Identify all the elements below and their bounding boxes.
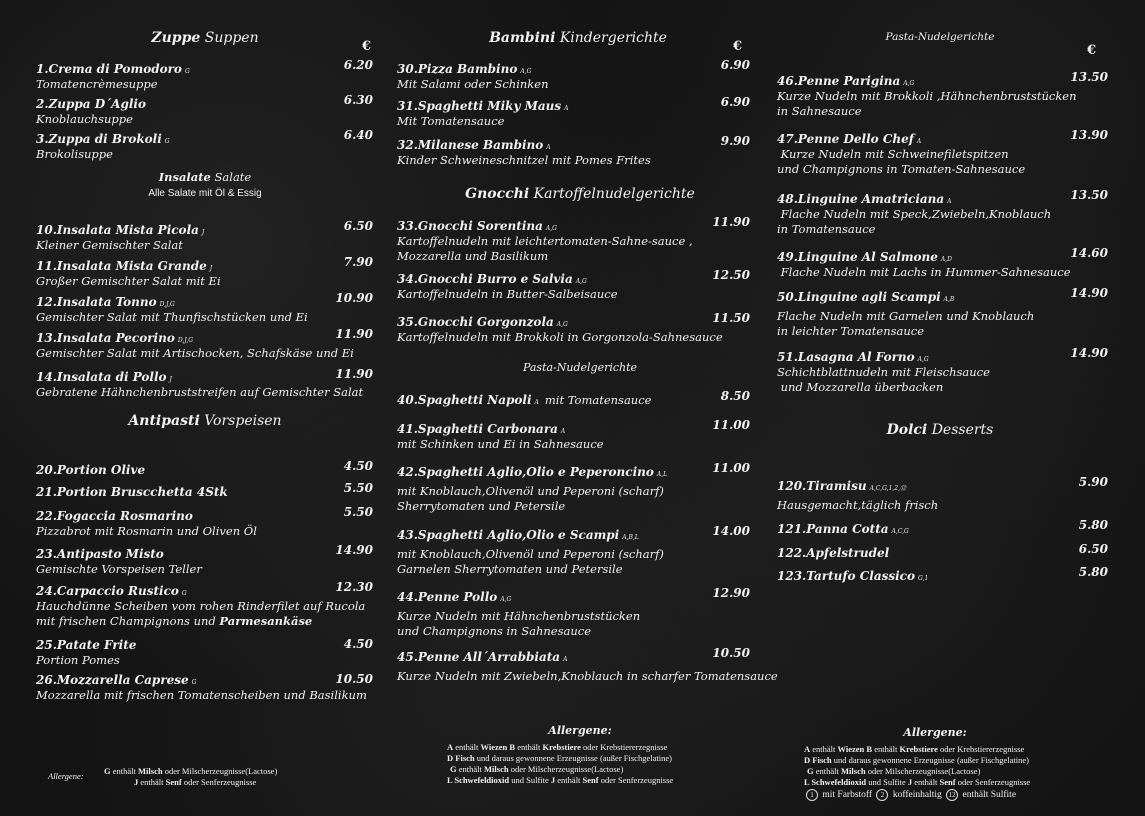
menu-item-42: 42.Spaghetti Aglio,Olio e Peperoncino A,L 11.00 mit Knoblauch,Olivenöl und Peperoni (scharf) Sherrytomaten und Petersile [397, 461, 750, 513]
allergen-line-g-3: G enthält Milsch oder Milscherzeugnisse(Lactose) [807, 766, 981, 776]
pasta-heading-3: Pasta-Nudelgerichte [885, 31, 995, 43]
allergen-line-g: G enthält Milsch oder Milscherzeugnisse(Lactose) [450, 764, 624, 774]
menu-item-121: 121.Panna Cotta A,C,G 5.80 [777, 518, 1108, 536]
menu-item-21: 21.Portion Bruscchetta 4Stk 5.50 [36, 481, 373, 499]
antipasti-heading: Antipasti Vorspeisen [128, 413, 282, 429]
menu-item-33: 33.Gnocchi Sorentina A,G 11.90 Kartoffelnudeln mit leichtertomaten-Sahne-sauce , Mozzarella und Basilikum [397, 215, 750, 263]
menu-item-120: 120.Tiramisu A,C,G,1,2,⑫ 5.90 Hausgemacht,täglich frisch [777, 475, 1108, 512]
menu-item-14: 14.Insalata di Pollo J 11.90 Gebratene Hähnchenbruststreifen auf Gemischter Salat [36, 367, 373, 399]
allergen-line-j: J enthält Senf oder Senferzeugnisse [134, 777, 257, 787]
circled-12-icon: 12 [946, 789, 958, 801]
allergen-list-3 [804, 744, 1030, 801]
menu-item-13: 13.Insalata Pecorino D,J,G 11.90 Gemischter Salat mit Artischocken, Schafskäse und Ei [36, 327, 373, 360]
menu-item-41: 41.Spaghetti Carbonara A 11.00 mit Schinken und Ei in Sahnesauce [397, 418, 750, 451]
allergen-line-ab: A enthält Wiezen B enthält Krebstiere oder Krebstiererzegnisse [447, 742, 668, 752]
euro-header: € [362, 39, 372, 54]
allergen-line-g: G enthält Milsch oder Milscherzeugnisse(Lactose) [104, 766, 278, 776]
euro-header-3: € [1087, 43, 1097, 58]
menu-item-23: 23.Antipasto Misto 14.90 Gemischte Vorspeisen Teller [36, 543, 373, 576]
menu-item-40: 40.Spaghetti Napoli A mit Tomatensauce 8.50 [397, 389, 750, 407]
circled-2-icon: 2 [876, 789, 888, 801]
gnocchi-heading: Gnocchi Kartoffelnudelgerichte [465, 186, 695, 202]
allergen-line-symbols: 1 mit Farbstoff 2 koffeinhaltig 12 enthält Sulfite [804, 789, 1030, 801]
menu-item-48: 48.Linguine Amatriciana A 13.50 Flache Nudeln mit Speck,Zwiebeln,Knoblauch in Tomatensauce [777, 188, 1108, 236]
menu-item-12: 12.Insalata Tonno D,J,G 10.90 Gemischter Salat mit Thunfischstücken und Ei [36, 291, 373, 324]
zuppe-heading: Zuppe Suppen [151, 30, 259, 46]
menu-item-26: 26.Mozzarella Caprese G 10.50 Mozzarella mit frischen Tomatenscheiben und Basilikum [36, 672, 373, 702]
insalate-heading: Insalate Salate [158, 170, 252, 184]
allergen-line-lj: L Schwefeldioxid und Sulfite J enthält Senf oder Senferzeugnisse [447, 775, 674, 785]
menu-item-122: 122.Apfelstrudel 6.50 [777, 542, 1108, 560]
menu-item-123: 123.Tartufo Classico G,1 5.80 [777, 565, 1108, 583]
allergen-heading-3: Allergene: [903, 726, 967, 739]
menu-item-2: 2.Zuppa D´Aglio 6.30 Knoblauchsuppe [36, 93, 373, 126]
menu-item-51: 51.Lasagna Al Forno A,G 14.90 Schichtblattnudeln mit Fleischsauce und Mozzarella überbacken [777, 346, 1108, 394]
pasta-heading-2: Pasta-Nudelgerichte [522, 361, 638, 374]
menu-item-22: 22.Fogaccia Rosmarino 5.50 Pizzabrot mit Rosmarin und Oliven Öl [36, 505, 373, 538]
menu-item-1: 1.Crema di Pomodoro G 6.20 Tomatencrèmesuppe [36, 58, 373, 91]
allergen-line-ab-3: A enthält Wiezen B enthält Krebstiere oder Krebstiererzegnisse [804, 744, 1025, 754]
euro-header-2: € [733, 39, 743, 54]
dolci-heading: Dolci Desserts [886, 422, 994, 438]
allergen-line-d: D Fisch und daraus gewonnene Erzeugnisse (außer Fischgelatine) [447, 753, 672, 763]
allergen-line-lj-3: L Schwefeldioxid und Sulfite J enthält Senf oder Senferzeugnisse [804, 777, 1031, 787]
menu-item-3: 3.Zuppa di Brokoli G 6.40 Brokolisuppe [36, 128, 373, 161]
menu-item-34: 34.Gnocchi Burro e Salvia A,G 12.50 Kartoffelnudeln in Butter-Salbeisauce [397, 268, 750, 301]
insalate-note: Alle Salate mit Öl & Essig [148, 188, 262, 199]
menu-item-50: 50.Linguine agli Scampi A,B 14.90 Flache Nudeln mit Garnelen und Knoblauch in leichter Tomatensauce [777, 286, 1108, 338]
menu-item-20: 20.Portion Olive 4.50 [36, 459, 373, 477]
circled-1-icon: 1 [806, 789, 818, 801]
menu-item-47: 47.Penne Dello Chef A 13.90 Kurze Nudeln mit Schweinefiletspitzen und Champignons in Tomaten-Sahnesauce [777, 128, 1108, 176]
allergen-list-2 [447, 742, 673, 786]
allergen-line-d-3: D Fisch und daraus gewonnene Erzeugnisse (außer Fischgelatine) [804, 755, 1029, 765]
menu-item-30: 30.Pizza Bambino A,G 6.90 Mit Salami oder Schinken [397, 58, 750, 91]
bambini-heading: Bambini Kindergerichte [489, 30, 667, 46]
allergen-heading-2: Allergene: [548, 724, 612, 737]
allergen-label: Allergene: [48, 771, 84, 781]
menu-item-44: 44.Penne Pollo A,G 12.90 Kurze Nudeln mit Hähnchenbruststücken und Champignons in Sahnesauce [397, 586, 750, 638]
menu-item-10: 10.Insalata Mista Picola J 6.50 Kleiner Gemischter Salat [36, 219, 373, 252]
menu-item-24: 24.Carpaccio Rustico G 12.30 Hauchdünne Scheiben vom rohen Rinderfilet auf Rucola mit frischen Champignons und Parmesankäse [36, 580, 373, 628]
menu-item-31: 31.Spaghetti Miky Maus A 6.90 Mit Tomatensauce [397, 95, 750, 128]
menu-item-45: 45.Penne All´Arrabbiata A 10.50 Kurze Nudeln mit Zwiebeln,Knoblauch in scharfer Tomatensauce [397, 646, 778, 683]
menu-item-11: 11.Insalata Mista Grande J 7.90 Großer Gemischter Salat mit Ei [36, 255, 373, 288]
menu-item-49: 49.Linguine Al Salmone A,D 14.60 Flache Nudeln mit Lachs in Hummer-Sahnesauce [777, 246, 1108, 279]
menu-item-25: 25.Patate Frite 4.50 Portion Pomes [36, 637, 373, 667]
menu-item-32: 32.Milanese Bambino A 9.90 Kinder Schweineschnitzel mit Pomes Frites [397, 134, 750, 167]
menu-item-43: 43.Spaghetti Aglio,Olio e Scampi A,B,L 14.00 mit Knoblauch,Olivenöl und Peperoni (scharf) Garnelen Sherrytomaten und Petersile [397, 524, 750, 576]
menu-item-46: 46.Penne Parigina A,G 13.50 Kurze Nudeln mit Brokkoli ,Hähnchenbruststücken in Sahnesauce [777, 70, 1108, 118]
menu-item-35: 35.Gnocchi Gorgonzola A,G 11.50 Kartoffelnudeln mit Brokkoli in Gorgonzola-Sahnesauce [397, 311, 750, 344]
